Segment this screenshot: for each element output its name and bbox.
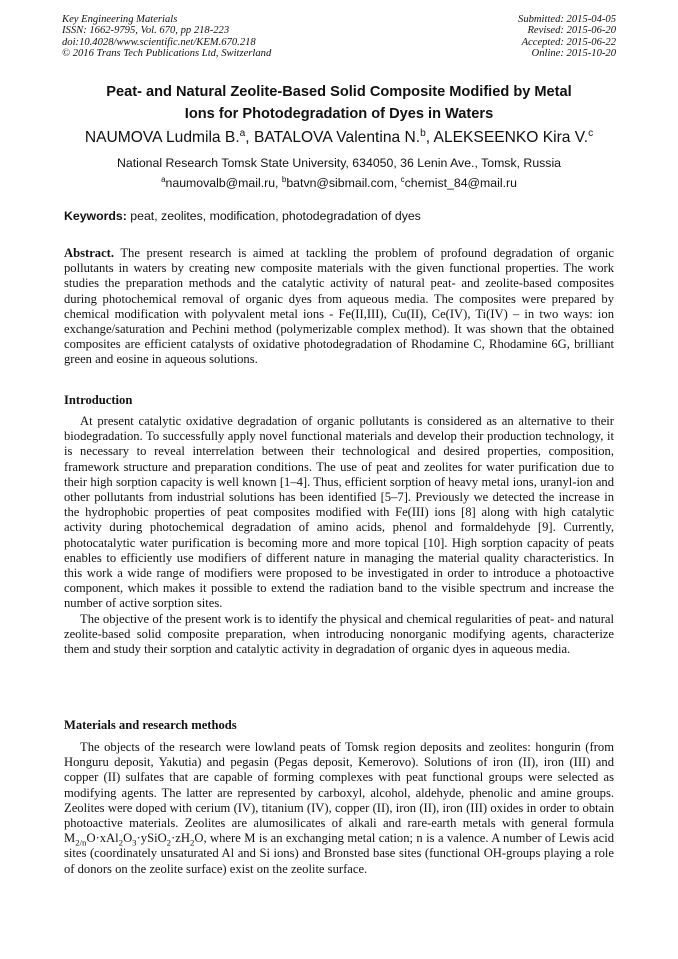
author-1-affil-mark: a [239,127,246,139]
title-line-1: Peat- and Natural Zeolite-Based Solid Composite Modified by Metal [106,84,572,100]
paper-title [40,81,638,125]
email-mark-a: a [161,174,166,184]
revised-date: Revised: 2015-06-20 [527,25,616,37]
materials-text-a: The objects of the research were lowland peats of Tomsk region deposits and zeolites: hongurin (from Honguru deposit, Yakutia) and pegasin (Pegas deposit, Kemerovo). Solutions of iron (II), iron (III) and copper (II) sulfates that are capable of forming complexes with peat functional groups were selected as modifying agents. The latter are represented by carboxyl, alcohol, aldehyde, phenolic and amine groups. Zeolites were doped with cerium (IV), titanium (IV), copper (II), iron (II), iron (III) oxides in order to obtain photoactive materials. Zeolites are alumosilicates of alkali and rare-earth metals with general formula M [64,740,614,846]
doi-line: doi:10.4028/www.scientific.net/KEM.670.218 [62,36,256,48]
submitted-date: Submitted: 2015-04-05 [518,14,616,25]
formula-sub-5: 2 [189,837,195,848]
email-1: naumovalb@mail.ru, [165,176,282,190]
title-line-2: Ions for Photodegradation of Dyes in Waters [184,106,494,122]
author-list [20,128,658,148]
author-2-affil-mark: b [420,127,426,139]
formula-part-1: O·xAl [86,831,119,846]
email-2: batvn@sibmail.com, [286,176,401,190]
abstract [64,246,614,368]
author-separator-2: , [425,129,434,146]
intro-paragraph-1: At present catalytic oxidative degradation of organic pollutants is considered as an alternative to their biodegradation. To successfully apply novel functional materials and develop their production technology, it is necessary to reveal interrelation between their technological and desired properties, composition, framework structure and preparation conditions. The use of peat and zeolites for water purification due to their high sorption capacity is well known [1–4]. Thus, efficient sorption of heavy metal ions, uranyl-ion and other pollutants from industrial solutions has been identified [5–7]. Previously we detected the increase in the hydrophobic properties of peat composites modified with Fe(III) ions [8] along with high catalytic activity during photochemical degradation of amino acids, phenol and formaldehyde [9]. Currently, photocatalytic water purification is becoming more and more topical [10]. High sorption capacity of peats enables to efficiently use modifiers of different nature in managing the material quality characteristics. In this work a wide range of modifiers were proposed to be investigated in order to introduce a photoactive component, which makes it possible to extend the radiation band to the visible spectrum and increase the number of active sorption sites. [64,414,614,611]
introduction-heading: Introduction [64,393,133,407]
keywords-label: Keywords: [64,209,127,223]
intro-paragraph-2: The objective of the present work is to identify the physical and chemical regularities of peat- and natural zeolite-based solid composite preparation, when introducing nonorganic modifying agents, characterize them and study their sorption and catalytic activity in degradation of organic dyes in aqueous media. [64,611,614,657]
introduction-body [64,414,614,657]
author-1: NAUMOVA Ludmila B. [84,129,240,146]
abstract-label: Abstract. [64,246,115,260]
keywords-text: peat, zeolites, modification, photodegradation of dyes [126,209,421,223]
formula-part-4: ·zH [171,831,190,846]
affiliation: National Research Tomsk State University, 634050, 36 Lenin Ave., Tomsk, Russia [116,156,562,170]
email-3: chemist_84@mail.ru [404,176,517,190]
journal-name: Key Engineering Materials [62,14,178,25]
author-3-affil-mark: c [588,127,594,139]
formula-sub-2: 2 [118,837,124,848]
publication-dates [518,14,616,60]
formula-part-5: O [194,831,204,846]
author-separator-1: , [245,129,254,146]
email-mark-b: b [281,174,287,184]
materials-paragraph-1 [64,740,614,877]
formula-part-2: O [123,831,133,846]
keywords [64,209,421,224]
materials-heading: Materials and research methods [64,718,237,732]
abstract-text: The present research is aimed at tackling the problem of profound degradation of organic pollutants in waters by creating new composite materials with the given functional properties. The work studies the preparation methods and the catalytic activity of natural peat- and zeolite-based composites during photochemical removal of organic dyes from aqueous media. The composites were prepared by chemical modification with polyvalent metal ions - Fe(II,III), Cu(II), Ce(IV), Ti(IV) – in two ways: ion exchange/saturation and Pechini method (polymerizable complex method). It was shown that the obtained composites are efficient catalysts of oxidative photodegradation of Rhodamine C, Rhodamine 6G, brilliant green and eosine in aqueous solutions. [64,246,614,367]
formula-sub-1: 2/n [75,837,87,848]
author-2: BATALOVA Valentina N. [253,129,421,146]
issn-line: ISSN: 1662-9795, Vol. 670, pp 218-223 [62,25,230,37]
online-date: Online: 2015-10-20 [531,48,616,60]
journal-info [62,14,271,60]
accepted-date: Accepted: 2015-06-22 [521,36,616,48]
formula-sub-4: 2 [166,837,172,848]
copyright-line: © 2016 Trans Tech Publications Ltd, Switzerland [62,48,272,60]
materials-body [64,740,614,877]
email-mark-c: c [400,174,405,184]
author-emails [20,176,658,191]
materials-text-b: , where M is an exchanging metal cation; n is a valence. A number of Lewis acid sites (coordinately unsaturated Al and Si ions) and Bronsted base sites (functional OH-groups playing a role of donors on the zeolite surface) exist on the zeolite surface. [64,831,614,876]
formula-sub-3: 3 [132,837,137,848]
author-3: ALEKSEENKO Kira V. [433,129,589,146]
formula-part-3: ·ySiO [136,831,167,846]
